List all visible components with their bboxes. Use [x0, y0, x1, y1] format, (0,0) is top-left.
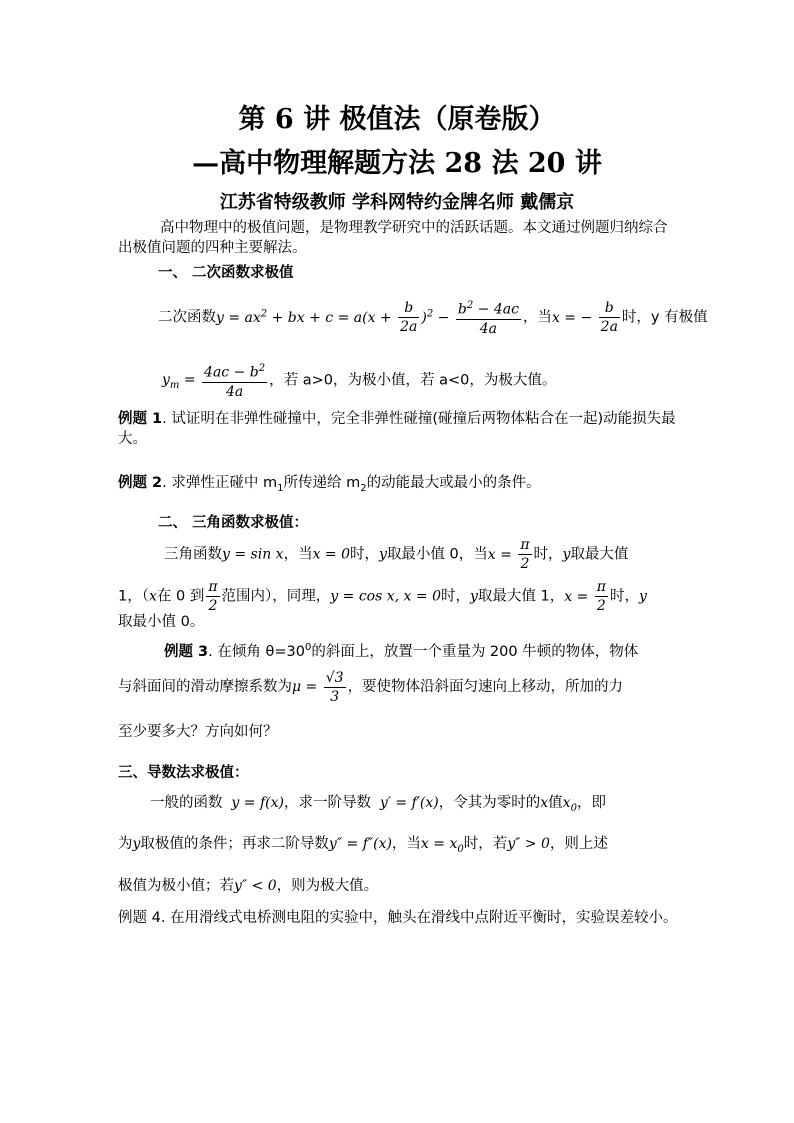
formula: $y = ax^2$ + bx + c = a(x + $\frac{b}{2a}$ )$^2$ − $\frac{b^2 - 4ac}{4a}$ — [216, 310, 523, 326]
formula: y = cos x, x = 0 — [330, 588, 441, 605]
formula: $x_0$ — [562, 795, 577, 814]
formula: $x = x_0$ — [420, 836, 464, 855]
text-segment: 时， — [440, 588, 470, 605]
text-segment: 取最小值 0，当 — [386, 546, 488, 563]
text-segment: 所传递给 m — [283, 475, 361, 491]
text-segment: ，当 — [522, 309, 552, 326]
formula: y = f(x) — [222, 795, 284, 811]
text-segment: 与斜面间的滑动摩擦系数为 — [118, 679, 292, 695]
text-segment: . 试证明在非弹性碰撞中，完全非弹性碰撞(碰撞后两物体粘合在一起)动能损失最大。 — [118, 411, 676, 447]
text-segment: ，则为极大值。 — [276, 878, 379, 894]
text-segment: 二次函数 — [158, 309, 216, 326]
trig-line-3: 取最小值 0。 — [118, 614, 205, 630]
author-line: 江苏省特级教师 学科网特约金牌名师 戴儒京 — [219, 192, 575, 213]
formula: x — [148, 588, 157, 605]
formula: $y_m$ = $\frac{4ac - b^2}{4a}$ — [162, 372, 269, 388]
example-label: 例题 1 — [118, 411, 163, 427]
formula: y — [638, 588, 647, 605]
text-segment: ，要使物体沿斜面匀速向上移动，所加的力 — [347, 679, 624, 695]
formula: $\frac{\pi}{2}$ — [208, 579, 218, 614]
section3-heading: 三、导数法求极值： — [118, 765, 249, 781]
text-segment: ，求一阶导数 — [283, 795, 371, 811]
text-segment: 时， — [350, 546, 380, 563]
text-segment: ，若 a>0，为极小值，若 a<0，为极大值。 — [269, 372, 557, 389]
formula: y = sin x — [222, 546, 284, 563]
formula: x = 0 — [312, 546, 351, 563]
example3-line-3: 至少要多大？方向如何？ — [118, 724, 278, 740]
text-segment: 的斜面上，放置一个重量为 200 牛顿的物体，物体 — [311, 643, 639, 660]
intro-paragraph: 高中物理中的极值问题，是物理教学研究中的活跃话题。本文通过例题归纳综合出极值问题的四种主要解法。 — [118, 220, 668, 256]
example3-line-1: 例题 3. 在倾角 $\theta=30^0$的斜面上，放置一个重量为 200 牛顿的物体，物体 — [164, 642, 639, 660]
text-segment: 的动能最大或最小的条件。 — [366, 475, 541, 491]
formula: y″ < 0 — [234, 878, 277, 894]
text-segment: 1，（ — [118, 588, 149, 605]
text-segment: ，即 — [576, 795, 606, 811]
formula: y — [562, 546, 571, 563]
formula: y″ = f″(x) — [328, 836, 392, 852]
section1-heading: 一、 二次函数求极值 — [158, 265, 294, 281]
text-segment: 三角函数 — [164, 546, 222, 563]
example-label: 例题 2 — [118, 475, 163, 491]
text-segment: 取最大值 — [570, 546, 629, 563]
text-segment: ，当 — [283, 546, 313, 563]
text-segment: 在 0 到 — [156, 588, 205, 605]
title-line-2: —高中物理解题方法 28 法 20 讲 — [192, 148, 602, 179]
quadratic-formula-line — [158, 296, 708, 338]
example2-paragraph: 例题 2. 求弹性正碰中 $m_1$所传递给 $m_2$的动能最大或最小的条件。 — [118, 475, 541, 494]
text-segment: 为 — [118, 836, 133, 852]
text-segment: 极值为极小值；若 — [118, 878, 234, 894]
example1-paragraph — [118, 409, 678, 449]
text-segment: ，令其为零时的 — [438, 795, 541, 811]
formula: y — [132, 836, 141, 852]
text-segment: 时，若 — [463, 836, 508, 852]
formula: x = $\frac{\pi}{2}$ — [487, 537, 530, 572]
formula: x — [540, 795, 549, 811]
derivative-line-2 — [118, 834, 608, 860]
text-segment: 时， — [533, 546, 563, 563]
formula: x = $\frac{\pi}{2}$ — [564, 579, 606, 614]
formula: y″ > 0 — [507, 836, 550, 852]
formula: y — [379, 546, 387, 563]
title-line-1: 第 6 讲 极值法（原卷版） — [238, 104, 556, 135]
derivative-line-1 — [150, 793, 606, 819]
trig-line-2 — [118, 578, 647, 615]
text-segment: 时，y 有极值 — [621, 309, 708, 326]
text-segment: ，当 — [391, 836, 421, 852]
example4-paragraph: 例题 4. 在用滑线式电桥测电阻的实验中，触头在滑线中点附近平衡时，实验误差较小。 — [118, 910, 678, 926]
text-segment: . 求弹性正碰中 m — [162, 475, 278, 491]
formula: x = − $\frac{b}{2a}$ — [551, 300, 618, 336]
example-label: 例题 3 — [164, 643, 209, 660]
example3-line-2 — [118, 664, 623, 710]
trig-line-1 — [164, 536, 628, 573]
text-segment: 取极值的条件；再求二阶导数 — [140, 836, 329, 852]
extreme-value-line — [162, 360, 556, 404]
text-segment: 值 — [548, 795, 563, 811]
text-segment: 范围内），同理， — [221, 588, 331, 605]
text-segment: ，则上述 — [549, 836, 608, 852]
text-segment: . 在倾角 θ=30 — [208, 643, 305, 660]
derivative-line-3 — [118, 876, 378, 896]
text-segment: 一般的函数 — [150, 795, 223, 811]
formula: y′ = f′(x) — [370, 795, 439, 811]
formula: y — [469, 588, 478, 605]
section2-heading: 二、 三角函数求极值： — [158, 515, 309, 531]
formula: μ = $\frac{√3}{3}$ — [292, 669, 344, 705]
text-segment: 取最大值 1， — [477, 588, 565, 605]
text-segment: 时， — [609, 588, 639, 605]
